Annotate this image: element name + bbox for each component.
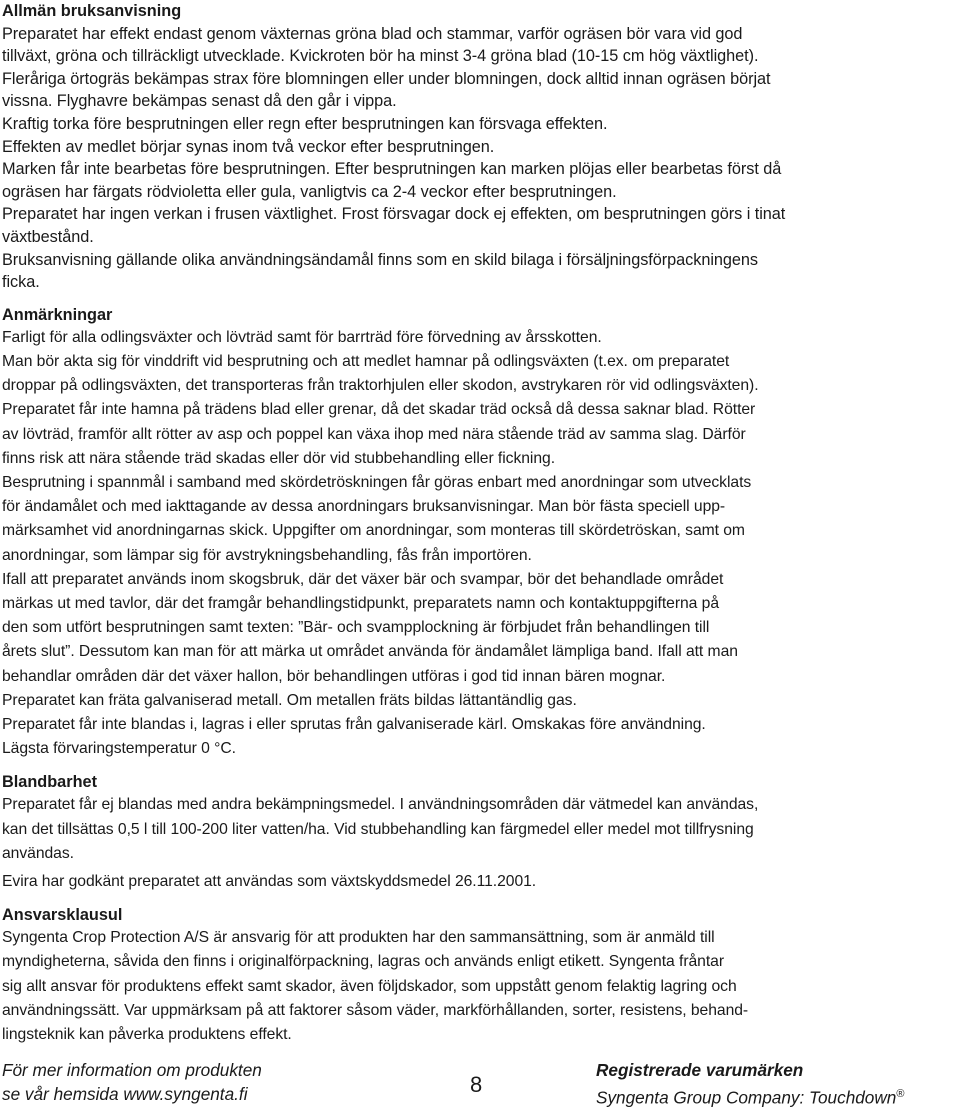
text-line: Preparatet kan fräta galvaniserad metall. Om metallen fräts bildas lättantändlig gas. — [2, 691, 577, 709]
registered-mark: ® — [896, 1088, 905, 1100]
section-bruksanvisning — [2, 0, 957, 294]
footer-website-line: se vår hemsida www.syngenta.fi — [2, 1084, 248, 1104]
trademarks-heading: Registrerade varumärken — [596, 1060, 804, 1080]
text-line: växtbestånd. — [2, 227, 94, 246]
text-line: droppar på odlingsväxten, det transporteras från traktorhjulen eller skodon, avstrykaren rör vid odlingsväxten). — [2, 377, 759, 395]
text-line: märkas ut med tavlor, där det framgår behandlingstidpunkt, preparatets namn och kontaktuppgifterna på — [2, 594, 719, 612]
text-line: Marken får inte bearbetas före besprutningen. Efter besprutningen kan marken plöjas eller bearbetas först då — [2, 160, 782, 179]
text-line: Kraftig torka före besprutningen eller regn efter besprutningen kan försvaga effekten. — [2, 114, 608, 133]
footer-trademarks — [596, 1058, 904, 1110]
text-line: Syngenta Crop Protection A/S är ansvarig för att produkten har den sammansättning, som är anmäld till — [2, 929, 715, 947]
text-line: Preparatet får inte blandas i, lagras i eller sprutas från galvaniserade kärl. Omskakas före användning. — [2, 715, 706, 733]
text-line: Man bör akta sig för vinddrift vid besprutning och att medlet hamnar på odlingsväxten (t.ex. om preparatet — [2, 352, 730, 370]
heading-ansvarsklausul: Ansvarsklausul — [2, 906, 123, 925]
text-line: årets slut”. Dessutom kan man för att märka ut området använda för ändamålet lämpliga band. Ifall att man — [2, 643, 738, 661]
approval-line: Evira har godkänt preparatet att användas som växtskyddsmedel 26.11.2001. — [2, 872, 537, 890]
text-line: Preparatet har ingen verkan i frusen växtlighet. Frost försvagar dock ej effekten, om besprutningen görs i tinat — [2, 205, 786, 224]
text-line: myndigheterna, såvida den finns i originalförpackning, lagras och används enligt etikett. Syngenta fråntar — [2, 953, 724, 971]
text-line: för ändamålet och med iakttagande av dessa anordningars bruksanvisningar. Man bör fästa speciell upp- — [2, 498, 726, 516]
text-line: ogräsen har färgats rödvioletta eller gula, vanligtvis ca 2-4 veckor efter besprutningen. — [2, 182, 617, 201]
trademark-owner: Syngenta Group Company: Touchdown — [596, 1087, 897, 1108]
text-line: Ifall att preparatet används inom skogsbruk, där det växer bär och svampar, bör det behandlade området — [2, 570, 724, 588]
section-blandbarhet — [2, 771, 957, 894]
text-line: användningssätt. Var uppmärksam på att faktorer såsom väder, markförhållanden, sorter, resistens, behand- — [2, 1001, 749, 1019]
text-line: av lövträd, framför allt rötter av asp och poppel kan växa ihop med nära stående träd av samma slag. Därför — [2, 425, 746, 443]
text-line: kan det tillsättas 0,5 l till 100-200 liter vatten/ha. Vid stubbehandling kan färgmedel eller medel mot tillfrysning — [2, 820, 754, 838]
text-line: Bruksanvisning gällande olika användningsändamål finns som en skild bilaga i försäljningsförpackningens — [2, 250, 759, 269]
page-number: 8 — [470, 1072, 483, 1097]
text-line: Preparatet har effekt endast genom växternas gröna blad och stammar, varför ogräsen bör vara vid god — [2, 24, 743, 43]
text-line: användas. — [2, 844, 74, 862]
trademarks-line — [596, 1082, 904, 1110]
text-line: ficka. — [2, 273, 40, 292]
text-line: vissna. Flyghavre bekämpas senast då den går i vippa. — [2, 92, 397, 111]
document-page — [2, 0, 957, 1047]
text-line: anordningar, som lämpar sig för avstrykningsbehandling, fås från importören. — [2, 546, 532, 564]
heading-bruksanvisning: Allmän bruksanvisning — [2, 2, 182, 20]
section-anmarkningar — [2, 304, 957, 762]
text-line: Preparatet får inte hamna på trädens blad eller grenar, då det skadar träd också då dessa saknar blad. Rötter — [2, 401, 756, 419]
text-line: Besprutning i spannmål i samband med skördetröskningen får göras enbart med anordningar som utvecklats — [2, 473, 752, 491]
heading-anmarkningar: Anmärkningar — [2, 305, 113, 324]
text-line: lingsteknik kan påverka produktens effekt. — [2, 1026, 292, 1043]
footer-info-line: För mer information om produkten — [2, 1060, 262, 1080]
text-line: Lägsta förvaringstemperatur 0 °C. — [2, 740, 236, 758]
text-line: Fleråriga örtogräs bekämpas strax före blomningen eller under blomningen, dock alltid innan ogräsen börjat — [2, 69, 771, 88]
text-line: Preparatet får ej blandas med andra bekämpningsmedel. I användningsområden där vätmedel kan användas, — [2, 796, 759, 814]
heading-blandbarhet: Blandbarhet — [2, 773, 97, 792]
section-ansvarsklausul — [2, 904, 957, 1047]
text-line: finns risk att nära stående träd skadas eller dör vid stubbehandling eller fickning. — [2, 449, 556, 467]
text-line: tillväxt, gröna och tillräckligt utvecklade. Kvickroten bör ha minst 3-4 gröna blad (10-15 cm hög växtlighet). — [2, 47, 759, 66]
text-line: Farligt för alla odlingsväxter och lövträd samt för barrträd före förvedning av årsskotten. — [2, 328, 602, 346]
text-line: märksamhet vid anordningarnas skick. Uppgifter om anordningar, som monteras till skördetröskan, samt om — [2, 522, 745, 540]
footer-info — [2, 1058, 262, 1106]
text-line: behandlar områden där det växer hallon, bör behandlingen utföras i god tid innan bären mognar. — [2, 667, 666, 685]
text-line: Effekten av medlet börjar synas inom två veckor efter besprutningen. — [2, 137, 495, 156]
text-line: den som utfört besprutningen samt texten: ”Bär- och svampplockning är förbjudet från behandlingen till — [2, 619, 710, 637]
text-line: sig allt ansvar för produktens effekt samt skador, även följdskador, som uppstått genom felaktig lagring och — [2, 977, 737, 995]
